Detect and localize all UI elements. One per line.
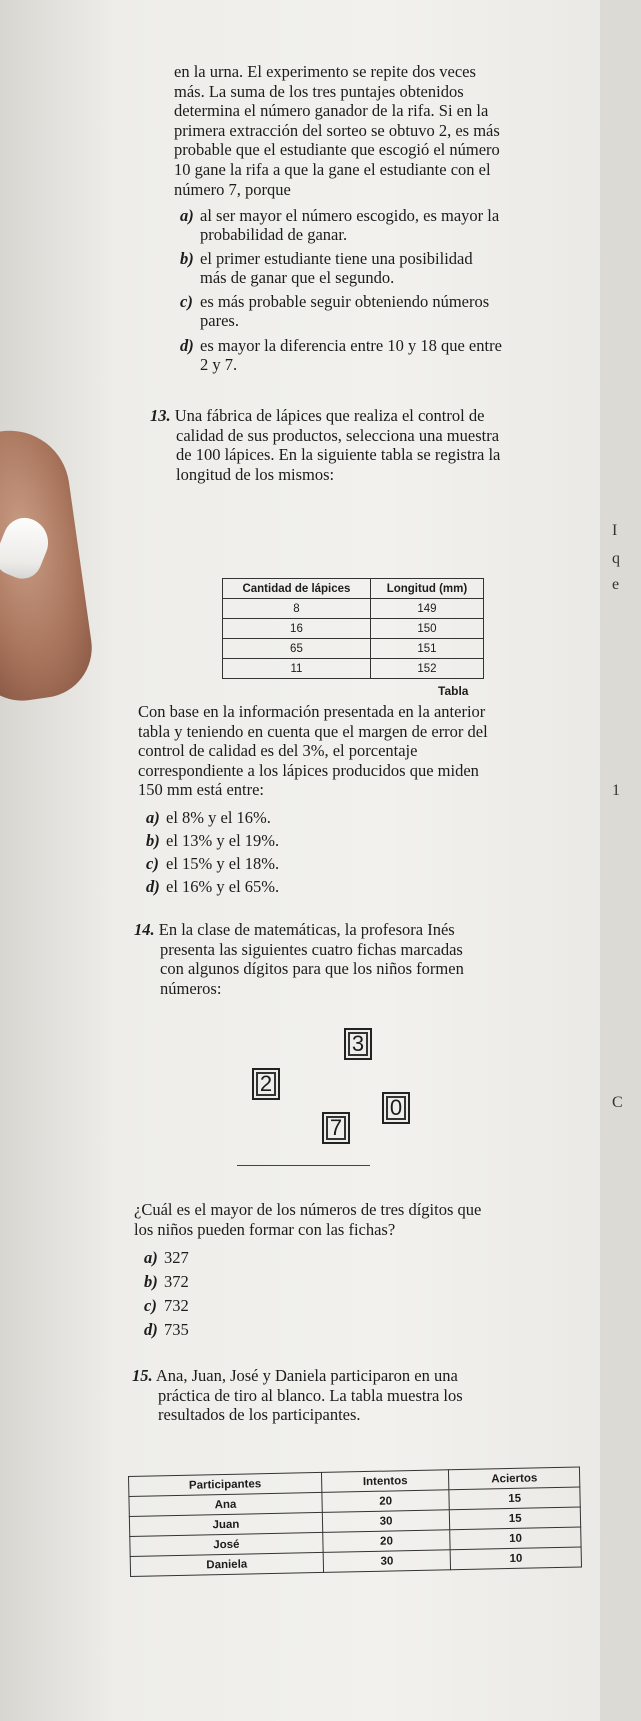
digit-card: 2 — [252, 1068, 280, 1100]
text-line: correspondiente a los lápices producidos que miden — [138, 760, 479, 780]
table-cell: 11 — [223, 659, 371, 679]
question-stem-line: presenta las siguientes cuatro fichas marcadas — [160, 939, 463, 959]
edge-letter: 1 — [612, 782, 620, 799]
table-cell: José — [130, 1532, 323, 1556]
table-header: Aciertos — [449, 1467, 580, 1490]
text-line: determina el número ganador de la rifa. Si en la — [174, 101, 489, 121]
table-row — [223, 599, 484, 619]
option-letter: a) — [146, 808, 160, 827]
table-cell: 15 — [450, 1507, 581, 1530]
option-b[interactable] — [180, 249, 580, 287]
question-stem-line: números: — [160, 978, 222, 998]
option-text: el 15% y el 18%. — [166, 854, 280, 873]
table-cell: 8 — [223, 599, 371, 619]
question-15 — [132, 1366, 592, 1425]
question-line: los niños pueden formar con las fichas? — [134, 1219, 396, 1239]
option-a[interactable] — [146, 808, 271, 827]
table-cell: 30 — [322, 1510, 450, 1533]
option-c[interactable] — [146, 854, 279, 873]
option-letter: a) — [180, 206, 194, 225]
edge-letter: I — [612, 522, 618, 539]
option-letter: d) — [180, 336, 194, 355]
option-text: 735 — [164, 1320, 189, 1339]
table-cell: 15 — [449, 1487, 580, 1510]
option-b[interactable] — [146, 831, 279, 850]
table-row — [223, 619, 484, 639]
table-cell: 151 — [370, 639, 483, 659]
digit-card: 7 — [322, 1112, 350, 1144]
edge-letter: q — [612, 550, 620, 567]
question-line: ¿Cuál es el mayor de los números de tres dígitos que — [134, 1200, 482, 1219]
adjacent-page-edge — [600, 0, 641, 1721]
option-d[interactable] — [144, 1320, 189, 1339]
option-d[interactable] — [180, 336, 580, 374]
option-letter: c) — [146, 854, 159, 873]
option-letter: d) — [144, 1320, 158, 1339]
question-stem-line: de 100 lápices. En la siguiente tabla se registra la — [176, 445, 501, 465]
option-a[interactable] — [144, 1248, 189, 1267]
pencil-length-table — [222, 578, 484, 679]
option-c[interactable] — [180, 292, 580, 330]
question-stem-line: Una fábrica de lápices que realiza el control de — [174, 406, 485, 425]
table-cell: 150 — [370, 619, 483, 639]
question-number: 14. — [134, 920, 155, 939]
question-stem-line: En la clase de matemáticas, la profesora Inés — [158, 920, 455, 939]
table-cell: 20 — [322, 1490, 450, 1513]
text-line: 150 mm está entre: — [138, 780, 265, 800]
question-number: 15. — [132, 1366, 153, 1385]
question-13-context — [138, 702, 584, 800]
table-cell: Daniela — [130, 1552, 323, 1576]
option-text: el 13% y el 19%. — [166, 831, 280, 850]
table-cell: 10 — [450, 1547, 581, 1570]
table-cell: 20 — [323, 1530, 451, 1553]
option-letter: b) — [144, 1272, 158, 1291]
cards-baseline — [237, 1165, 370, 1166]
option-text: al ser mayor el número escogido, es mayor la — [200, 206, 500, 225]
table-cell: Juan — [129, 1512, 322, 1536]
table-header: Cantidad de lápices — [223, 579, 371, 599]
target-practice-table — [128, 1467, 582, 1577]
table-cell: 10 — [450, 1527, 581, 1550]
question-stem-line: Ana, Juan, José y Daniela participaron en una — [155, 1366, 458, 1385]
question-14-question — [134, 1200, 590, 1239]
text-line: probable que el estudiante que escogió el número — [174, 140, 500, 160]
table-row — [223, 639, 484, 659]
option-a[interactable] — [180, 206, 580, 244]
option-text: es mayor la diferencia entre 10 y 18 que entre — [200, 336, 502, 355]
text-line: primera extracción del sorteo se obtuvo 2, es más — [174, 120, 500, 140]
text-line: 10 gane la rifa a que la gane el estudiante con el — [174, 159, 491, 179]
question-14 — [134, 920, 590, 998]
table-cell: 30 — [323, 1550, 451, 1573]
text-line: más. La suma de los tres puntajes obtenidos — [174, 81, 464, 101]
text-line: control de calidad es del 3%, el porcentaje — [138, 741, 418, 761]
option-text: el primer estudiante tiene una posibilidad — [200, 249, 473, 268]
question-number: 13. — [150, 406, 171, 425]
option-text: el 8% y el 16%. — [166, 808, 271, 827]
text-line: tabla y teniendo en cuenta que el margen de error del — [138, 721, 488, 741]
option-d[interactable] — [146, 877, 279, 896]
option-text: 2 y 7. — [200, 355, 238, 374]
digit-card: 3 — [344, 1028, 372, 1060]
option-letter: b) — [180, 249, 194, 268]
table-cell: 152 — [370, 659, 483, 679]
question-stem-line: práctica de tiro al blanco. La tabla muestra los — [158, 1385, 463, 1405]
table-cell: 65 — [223, 639, 371, 659]
question-13 — [150, 406, 590, 484]
intro-paragraph — [174, 62, 584, 199]
option-b[interactable] — [144, 1272, 189, 1291]
table-header: Participantes — [129, 1472, 322, 1496]
question-stem-line: calidad de sus productos, selecciona una muestra — [176, 425, 500, 445]
option-text: es más probable seguir obteniendo números — [200, 292, 490, 311]
text-line: número 7, porque — [174, 179, 291, 199]
option-letter: b) — [146, 831, 160, 850]
edge-letter: C — [612, 1094, 623, 1111]
option-text: 372 — [164, 1272, 189, 1291]
table-cell: Ana — [129, 1492, 322, 1516]
option-text: 327 — [164, 1248, 189, 1267]
option-text: el 16% y el 65%. — [166, 877, 280, 896]
table-cell: 16 — [223, 619, 371, 639]
question-stem-line: con algunos dígitos para que los niños formen — [160, 959, 464, 979]
table-header: Longitud (mm) — [370, 579, 483, 599]
table-header: Intentos — [321, 1470, 449, 1493]
edge-letter: e — [612, 576, 620, 593]
table-row — [223, 659, 484, 679]
text-line: Con base en la información presentada en la anterior — [138, 702, 486, 721]
option-letter: d) — [146, 877, 160, 896]
question-stem-line: longitud de los mismos: — [176, 464, 335, 484]
table-caption: Tabla — [438, 684, 469, 698]
option-letter: c) — [180, 292, 193, 311]
question-stem-line: resultados de los participantes. — [158, 1405, 361, 1425]
option-letter: a) — [144, 1248, 158, 1267]
option-text: probabilidad de ganar. — [200, 225, 348, 244]
option-c[interactable] — [144, 1296, 189, 1315]
option-text: pares. — [200, 311, 239, 330]
digit-card: 0 — [382, 1092, 410, 1124]
table-cell: 149 — [370, 599, 483, 619]
text-line: en la urna. El experimento se repite dos veces — [174, 62, 476, 81]
option-letter: c) — [144, 1296, 157, 1315]
option-text: 732 — [164, 1296, 189, 1315]
option-text: más de ganar que el segundo. — [200, 268, 395, 287]
